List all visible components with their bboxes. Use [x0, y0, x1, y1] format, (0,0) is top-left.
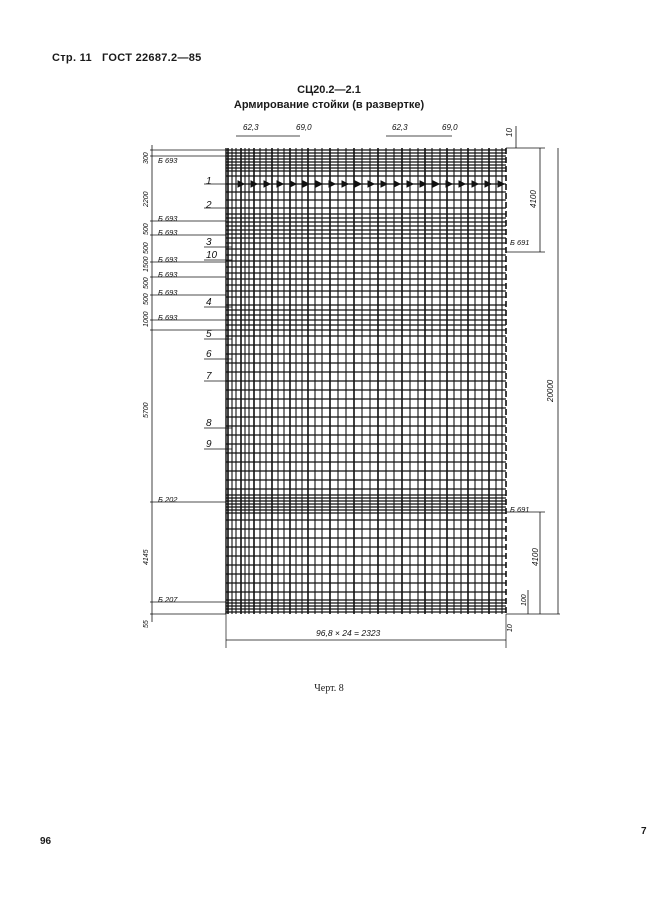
left-mark-5: Б 693 — [158, 270, 178, 279]
left-dim-4: 500 — [143, 242, 150, 254]
position-1: 1 — [206, 176, 212, 187]
top-dim-5: 10 — [505, 128, 514, 137]
right-dim-3: 4100 — [531, 548, 540, 566]
left-mark-8: Б 202 — [158, 495, 178, 504]
left-dim-6: 500 — [143, 277, 150, 289]
left-mark-2: Б 693 — [158, 214, 178, 223]
bar-arrow — [498, 181, 504, 187]
top-dim-1: 62,3 — [243, 123, 259, 132]
position-7: 7 — [206, 371, 212, 382]
left-dim-10: 4145 — [143, 549, 150, 565]
bar-arrow — [446, 181, 452, 187]
bar-arrow — [433, 181, 439, 187]
position-6: 6 — [206, 349, 212, 360]
position-2: 2 — [206, 200, 212, 211]
position-8: 8 — [206, 418, 212, 429]
bar-arrow — [485, 181, 491, 187]
top-dim-2: 69,0 — [296, 123, 312, 132]
bottom-dim: 96,8 × 24 = 2323 — [316, 628, 381, 638]
right-dim-2: 20000 — [546, 379, 555, 402]
position-4: 4 — [206, 297, 212, 308]
left-mark-3: Б 693 — [158, 228, 178, 237]
standard-label: ГОСТ 22687.2—85 — [101, 52, 202, 64]
figure-caption: Черт. 8 — [314, 683, 344, 694]
side-number: 7 — [641, 826, 647, 837]
left-dim-8: 1000 — [143, 311, 150, 327]
left-dim-11: 55 — [143, 620, 150, 628]
left-dim-1: 300 — [143, 152, 150, 164]
left-mark-4: Б 693 — [158, 255, 178, 264]
page-label: Стр. 11 — [52, 52, 92, 64]
left-mark-1: Б 693 — [158, 156, 178, 165]
left-mark-6: Б 693 — [158, 288, 178, 297]
position-5: 5 — [206, 329, 212, 340]
position-9: 9 — [206, 439, 212, 450]
reinforcement-grid — [226, 148, 506, 614]
left-mark-7: Б 693 — [158, 313, 178, 322]
bar-arrow — [316, 181, 322, 187]
left-dim-7: 500 — [143, 293, 150, 305]
top-dim-4: 69,0 — [442, 123, 458, 132]
left-mark-9: Б 207 — [158, 595, 178, 604]
bar-arrow — [290, 181, 296, 187]
position-10: 10 — [206, 250, 218, 261]
bar-arrow — [459, 181, 465, 187]
bottom-small-dim: 10 — [507, 624, 514, 632]
left-dim-3: 500 — [143, 223, 150, 235]
page-number: 96 — [40, 836, 52, 847]
left-dim-9: 5700 — [143, 402, 150, 418]
drawing-title: СЦ20.2—2.1 — [297, 84, 361, 96]
bar-arrow — [368, 181, 374, 187]
bar-arrow — [329, 181, 335, 187]
left-dim-5: 1500 — [143, 256, 150, 272]
bar-arrow — [355, 181, 361, 187]
bar-arrow — [264, 181, 270, 187]
drawing-subtitle: Армирование стойки (в развертке) — [233, 99, 425, 111]
right-mark-1: Б 691 — [510, 238, 530, 247]
left-dim-2: 2200 — [143, 191, 150, 207]
right-mark-2: Б 691 — [510, 505, 530, 514]
bar-arrow — [277, 181, 283, 187]
top-dim-3: 62,3 — [392, 123, 408, 132]
position-3: 3 — [206, 237, 212, 248]
bar-arrow — [342, 181, 348, 187]
right-dim-1: 4100 — [529, 190, 538, 208]
right-dim-4: 100 — [521, 594, 528, 606]
bar-arrow — [394, 181, 400, 187]
